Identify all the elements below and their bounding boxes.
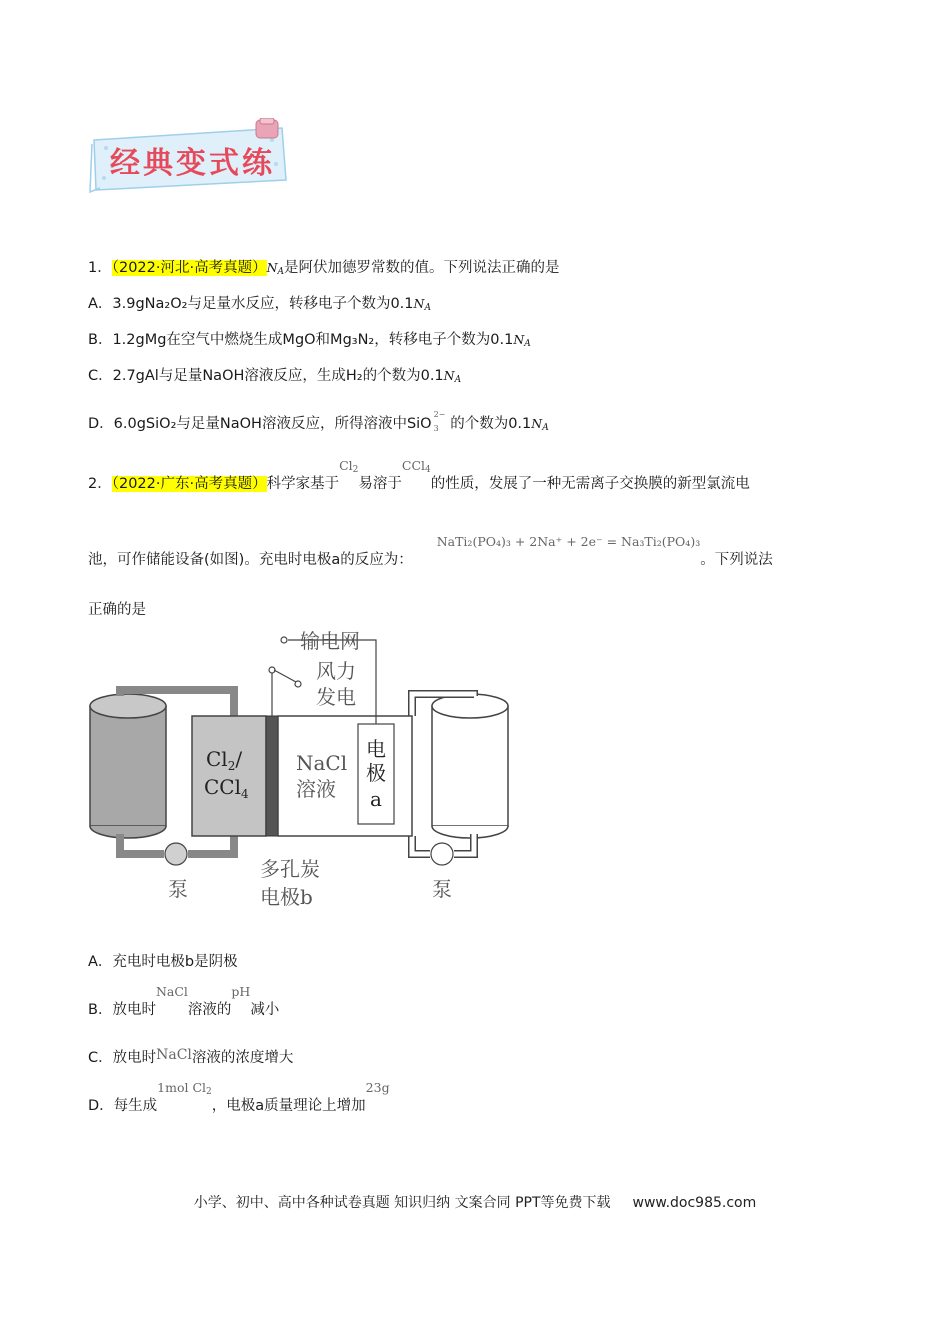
q2-option-d xyxy=(88,1080,390,1115)
option-text-3: 减小 xyxy=(250,1002,280,1018)
q2-stem-4: 池，可作储能设备(如图)。充电时电极a的反应为： xyxy=(88,552,413,568)
q1-stem xyxy=(88,256,560,277)
na-symbol: N xyxy=(413,296,425,311)
page-footer xyxy=(0,1192,950,1212)
left-tank xyxy=(90,694,166,838)
q1-stem-text: 是阿伏加德罗常数的值。下列说法正确的是 xyxy=(284,260,560,276)
label-porous-1: 多孔炭 xyxy=(260,857,320,881)
q1-na: N xyxy=(266,260,278,275)
label-porous-2: 电极b xyxy=(260,885,313,909)
formula-1mol-cl2 xyxy=(157,1080,212,1095)
na-sub: A xyxy=(454,375,462,385)
q2-stem-5: 。下列说法 xyxy=(700,552,773,568)
label-electrode-a-2: 极 xyxy=(366,761,386,785)
formula-main: Cl xyxy=(339,458,353,473)
left-pump-icon xyxy=(165,843,187,865)
right-pump-icon xyxy=(431,843,453,865)
option-label: A． xyxy=(88,954,113,970)
option-text: 6.0gSiO₂与足量NaOH溶液反应，所得溶液中SiO xyxy=(113,416,432,432)
q1-option-a xyxy=(88,292,431,313)
label-pump-left: 泵 xyxy=(168,877,188,901)
option-label: D． xyxy=(88,1098,114,1114)
section-banner xyxy=(86,118,296,198)
label-cl2-sub: 2 xyxy=(227,759,236,773)
right-tank xyxy=(432,694,508,838)
option-text: 2.7gAl与足量NaOH溶液反应，生成H₂的个数为0.1 xyxy=(112,368,444,384)
label-ccl4-main: CCl xyxy=(204,775,242,799)
option-text-1: 放电时 xyxy=(112,1050,157,1066)
option-label: A． xyxy=(88,296,113,312)
option-text: 充电时电极b是阴极 xyxy=(112,954,238,970)
q2-stem-1: 科学家基于 xyxy=(266,476,340,492)
formula-ph: pH xyxy=(231,984,251,999)
q2-option-a xyxy=(88,950,238,971)
formula-main: 1mol Cl xyxy=(157,1080,207,1095)
q2-number: 2． xyxy=(88,476,112,492)
q2-stem-6: 正确的是 xyxy=(88,602,146,618)
formula-sub: 2 xyxy=(206,1087,212,1097)
q1-option-b xyxy=(88,328,531,349)
option-text: 3.9gNa₂O₂与足量水反应，转移电子个数为0.1 xyxy=(112,296,414,312)
paper-clip-icon xyxy=(256,118,278,138)
option-label: C． xyxy=(88,1050,113,1066)
option-text: 1.2gMg在空气中燃烧生成MgO和Mg₃N₂，转移电子个数为0.1 xyxy=(112,332,514,348)
porous-carbon-electrode-b xyxy=(266,716,278,836)
formula-nacl: NaCl xyxy=(155,984,188,999)
label-wind-2: 发电 xyxy=(316,685,356,709)
label-cl2 xyxy=(206,747,242,773)
q1-number: 1． xyxy=(88,260,112,276)
q2-stem-line3 xyxy=(88,598,146,619)
label-solution: 溶液 xyxy=(296,777,336,801)
option-text-after: 的个数为0.1 xyxy=(445,416,532,432)
formula-23g: 23g xyxy=(365,1080,390,1095)
na-symbol: N xyxy=(531,416,543,431)
na-symbol: N xyxy=(513,332,525,347)
q2-source: （2022·广东·高考真题） xyxy=(111,476,267,492)
q2-cl2-formula xyxy=(339,458,358,473)
label-electrode-a-1: 电 xyxy=(366,737,386,761)
q1-na-sub: A xyxy=(277,267,285,277)
label-ccl4-sub: 4 xyxy=(241,787,249,801)
footer-text: 小学、初中、高中各种试卷真题 知识归纳 文案合同 PPT等免费下载 xyxy=(193,1195,611,1211)
ion-sub: 3 xyxy=(433,424,439,433)
option-label: B． xyxy=(88,332,113,348)
label-wind-1: 风力 xyxy=(316,659,356,683)
formula-nacl: NaCl xyxy=(156,1047,192,1063)
label-cl2-main: Cl xyxy=(206,747,228,771)
ion-charge: 2− xyxy=(433,410,446,419)
label-nacl: NaCl xyxy=(296,751,348,775)
option-text-1: 放电时 xyxy=(112,1002,156,1018)
q2-stem-3: 的性质，发展了一种无需离子交换膜的新型氯流电 xyxy=(430,476,750,492)
na-sub: A xyxy=(542,423,549,433)
q2-stem-line2 xyxy=(88,534,773,569)
q1-option-c xyxy=(88,364,461,385)
na-sub: A xyxy=(424,303,431,313)
na-sub: A xyxy=(524,339,531,349)
flow-battery-diagram xyxy=(84,624,524,924)
option-label: D． xyxy=(88,416,114,432)
q1-option-d xyxy=(88,412,549,433)
option-text-2: 溶液的 xyxy=(187,1002,232,1018)
option-label: C． xyxy=(88,368,113,384)
option-label: B． xyxy=(88,1002,113,1018)
footer-url[interactable]: www.doc985.com xyxy=(632,1195,757,1211)
formula-main: CCl xyxy=(401,458,426,473)
label-electrode-a-3: a xyxy=(370,787,382,811)
q2-option-b xyxy=(88,984,280,1019)
formula-sub: 2 xyxy=(352,465,359,475)
option-text-2: ，电极a质量理论上增加 xyxy=(211,1098,366,1114)
q2-stem-2: 易溶于 xyxy=(358,476,402,492)
q2-equation: NaTi₂(PO₄)₃ + 2Na⁺ + 2e⁻ = Na₃Ti₂(PO₄)₃ xyxy=(436,534,701,549)
q2-stem-line1 xyxy=(88,458,750,493)
na-symbol: N xyxy=(443,368,455,383)
formula-sub: 4 xyxy=(425,465,431,475)
option-text-2: 溶液的浓度增大 xyxy=(191,1050,294,1066)
q2-ccl4-formula xyxy=(402,458,431,473)
option-text-1: 每生成 xyxy=(113,1098,158,1114)
section-title: 经典变式练 xyxy=(110,146,275,181)
label-slash: / xyxy=(235,747,243,771)
q1-source: （2022·河北·高考真题） xyxy=(111,260,267,276)
label-pump-right: 泵 xyxy=(432,877,452,901)
label-grid: 输电网 xyxy=(300,629,360,653)
q2-option-c xyxy=(88,1046,293,1067)
